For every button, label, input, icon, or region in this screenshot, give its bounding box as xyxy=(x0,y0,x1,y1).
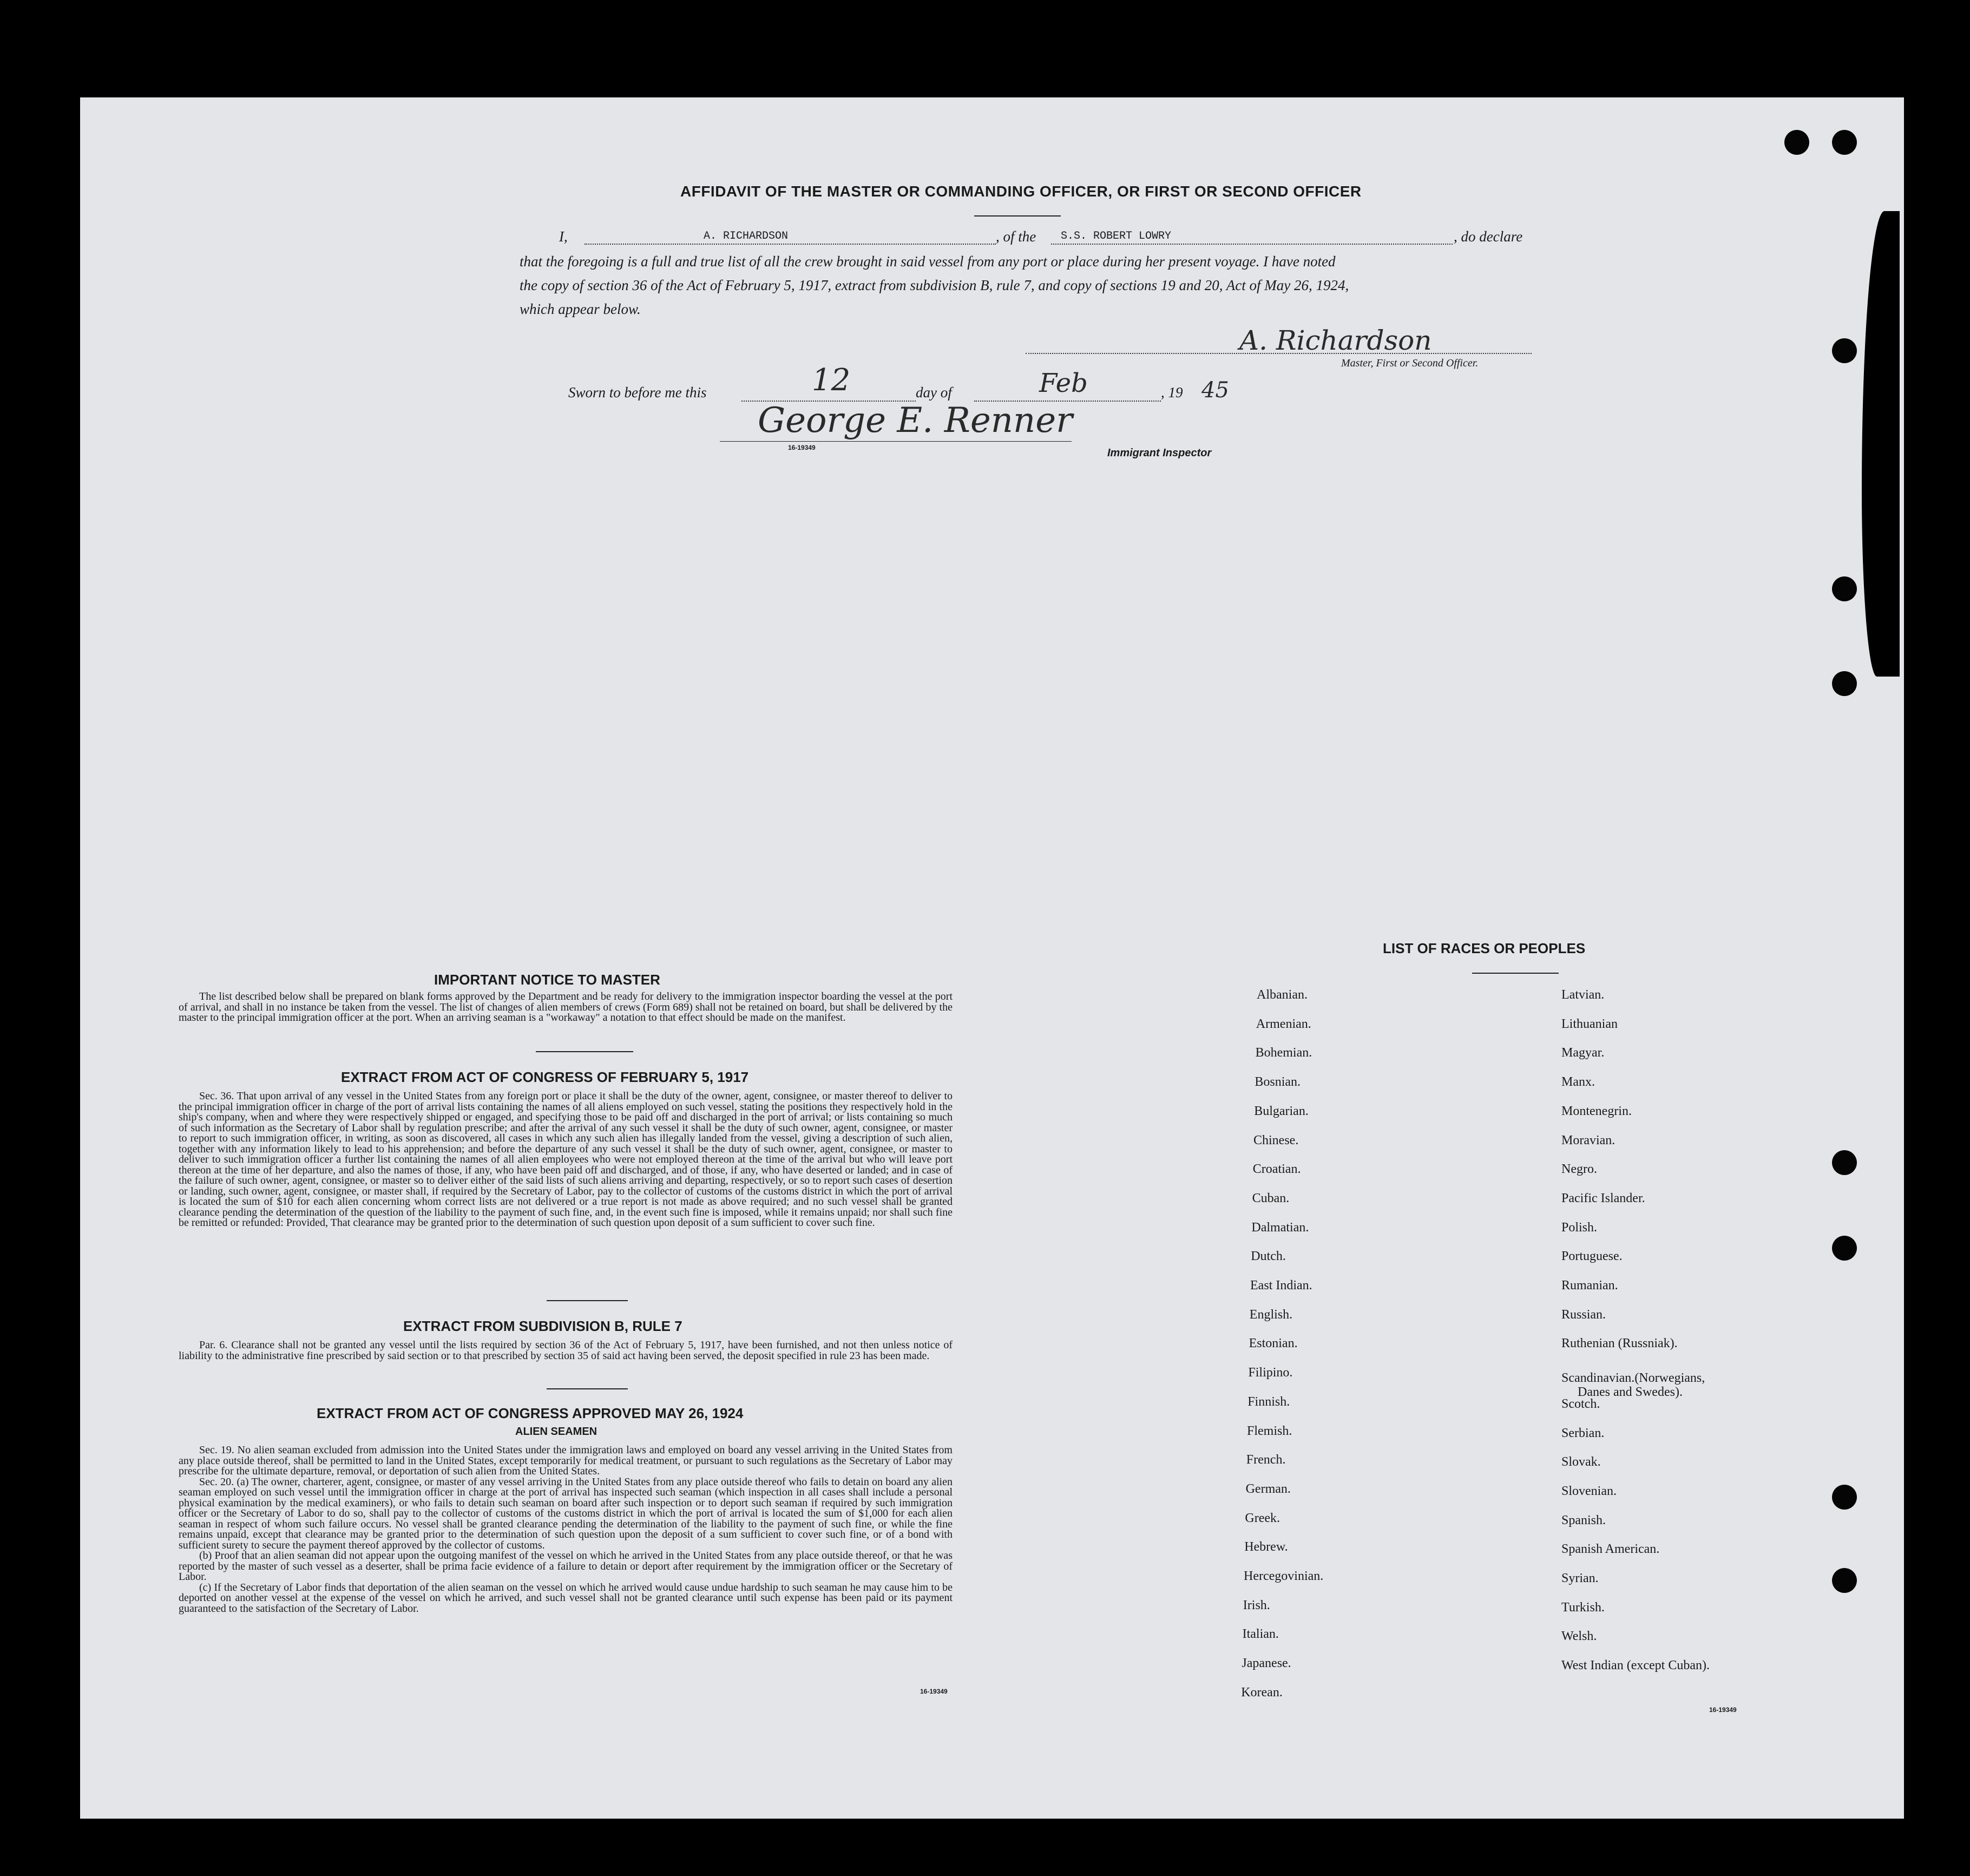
race-item: Ruthenian (Russniak). xyxy=(1561,1336,1678,1351)
divider xyxy=(547,1300,628,1301)
race-item: Danes and Swedes). xyxy=(1578,1385,1683,1400)
race-item: Spanish. xyxy=(1561,1513,1606,1527)
extract-1924-subtitle: ALIEN SEAMEN xyxy=(515,1426,597,1438)
year-prefix: , 19 xyxy=(1161,384,1183,401)
race-item: Scotch. xyxy=(1561,1396,1600,1411)
race-item: Irish. xyxy=(1243,1598,1270,1612)
race-item: Croatian. xyxy=(1252,1162,1301,1177)
divider xyxy=(547,1388,628,1389)
extract-1924-text xyxy=(179,1445,953,1614)
race-item: Serbian. xyxy=(1561,1426,1605,1440)
inspector-caption: Immigrant Inspector xyxy=(1107,447,1212,459)
divider xyxy=(1472,973,1559,974)
binder-hole xyxy=(1832,130,1857,155)
race-item: Hercegovinian. xyxy=(1244,1569,1324,1583)
extract-1917-title: EXTRACT FROM ACT OF CONGRESS OF FEBRUARY 5, 1917 xyxy=(341,1069,749,1085)
race-item: West Indian (except Cuban). xyxy=(1561,1658,1710,1673)
declare-label: , do declare xyxy=(1454,228,1523,245)
race-item: French. xyxy=(1246,1453,1286,1467)
notice-text: The list described below shall be prepared on blank forms approved by the Department and be ready for delivery to the immigration inspector boarding the vessel at the port of arrival, and shall in no instance be taken from the vessel. The list of changes of alien members of crews (Form 689) shall not be retained on board, but shall be delivered by the master to the principal immigration officer at the port. When an arriving seaman is a "workaway" a notation to that effect should be made on the manifest. xyxy=(179,991,953,1024)
affidavit-body-line-3: which appear below. xyxy=(520,301,641,317)
sworn-month: Feb xyxy=(1039,368,1088,398)
sec-20b-text: (b) Proof that an alien seaman did not appear upon the outgoing manifest of the vessel on which he arrived in the United States from any place outside thereof, or that he was reported by the master of such vessel as a deserter, shall be prima facie evidence of a failure to detain or deport after requirement by the immigration officer or the Secretary of Labor. xyxy=(179,1550,953,1583)
form-number-races: 16-19349 xyxy=(1709,1706,1737,1714)
race-item: Slovak. xyxy=(1561,1455,1601,1470)
race-item: Flemish. xyxy=(1247,1424,1292,1438)
extract-1924-title: EXTRACT FROM ACT OF CONGRESS APPROVED MAY 26, 1924 xyxy=(317,1405,744,1421)
race-item: Dalmatian. xyxy=(1251,1220,1309,1235)
form-number-extract: 16-19349 xyxy=(920,1688,948,1695)
signature-line xyxy=(1026,353,1532,354)
extract-rule7-title: EXTRACT FROM SUBDIVISION B, RULE 7 xyxy=(403,1318,682,1334)
race-item: Spanish American. xyxy=(1561,1542,1660,1557)
notice-title: IMPORTANT NOTICE TO MASTER xyxy=(434,972,660,988)
race-item: Armenian. xyxy=(1256,1016,1311,1031)
race-item: Hebrew. xyxy=(1244,1540,1288,1554)
race-item: Latvian. xyxy=(1561,988,1605,1002)
race-item: Filipino. xyxy=(1248,1366,1293,1380)
race-item: Cuban. xyxy=(1252,1191,1290,1205)
race-item: Turkish. xyxy=(1561,1600,1605,1615)
day-of-label: day of xyxy=(916,384,952,401)
form-number-top: 16-19349 xyxy=(788,444,816,451)
race-item: Russian. xyxy=(1561,1307,1606,1322)
binder-hole xyxy=(1832,671,1857,696)
binder-hole xyxy=(1832,1485,1857,1510)
sworn-year: 45 xyxy=(1201,378,1229,403)
sec-20c-text: (c) If the Secretary of Labor finds that deportation of the alien seaman on the vessel on which he arrived would cause undue hardship to such seaman he may cause him to be deported on another vessel at the expense of the vessel on which he arrived, and such vessel shall not be granted clearance until such expense has been paid or its payment guaranteed to the satisfaction of the Secretary of Labor. xyxy=(179,1581,953,1615)
race-item: English. xyxy=(1249,1307,1293,1322)
affidavit-title: AFFIDAVIT OF THE MASTER OR COMMANDING OFFICER, OR FIRST OR SECOND OFFICER xyxy=(680,183,1362,200)
race-item: Lithuanian xyxy=(1561,1016,1618,1031)
race-item: Korean. xyxy=(1241,1685,1283,1700)
affidavit-body-line-2: the copy of section 36 of the Act of February 5, 1917, extract from subdivision B, rule 7, and copy of sections 19 and 20, Act of May 26, 1924, xyxy=(520,277,1349,293)
race-item: Slovenian. xyxy=(1561,1484,1617,1498)
race-item: Estonian. xyxy=(1249,1336,1298,1351)
race-item: Dutch. xyxy=(1251,1249,1286,1264)
inspector-signature: George E. Renner xyxy=(758,401,1073,441)
race-item: Bohemian. xyxy=(1255,1046,1312,1060)
race-item: Japanese. xyxy=(1242,1656,1291,1671)
race-item: Magyar. xyxy=(1561,1046,1605,1060)
extract-1917-text: Sec. 36. That upon arrival of any vessel in the United States from any foreign port or place it shall be the duty of the owner, agent, consignee, or master thereof to deliver to the principal immigration officer in charge of the port of arrival lists containing the names of all aliens employed on such vessel, stating the positions they respectively hold in the ship's company, when and where they were respectively shipped or engaged, and specifying those to be paid off and discharged in the port of arrival; or lists containing so much of such information as the Secretary of Labor shall by regulation prescribe; and after the arrival of any such vessel it shall be the duty of such owner, agent, consignee, or master to report to such immigration officer, in writing, as soon as discovered, all cases in which any such alien has illegally landed from the vessel, giving a description of such alien, together with any information likely to lead to his apprehension; and before the departure of any such vessel it shall be the duty of such owner, agent, consignee, or master to deliver to such immigration officer a further list containing the names of all alien employees who were not employed thereon at the time of the arrival but who will leave port thereon at the time of her departure, and also the names of those, if any, who have been paid off and discharged, and of those, if any, who have deserted or landed; and in case of the failure of such owner, agent, consignee, or master so to deliver either of the said lists of such aliens arriving and departing, respectively, or so to report such cases of desertion or landing, such owner, agent, consignee, or master shall, if required by the Secretary of Labor, pay to the collector of customs of the customs district in which the port of arrival is located the sum of $10 for each alien concerning whom correct lists are not delivered or a true report is not made as above required; and no such vessel shall be granted clearance pending the determination of the question of the liability to the payment of such fine, and, in the event such fine is imposed, while it remains unpaid; nor shall such fine be remitted or refunded: Provided, That clearance may be granted prior to the determination of such question upon deposit of a sum sufficient to cover such fine. xyxy=(179,1090,953,1229)
race-item: Portuguese. xyxy=(1561,1249,1623,1264)
binder-hole xyxy=(1832,1236,1857,1261)
race-item: East Indian. xyxy=(1250,1278,1312,1293)
binder-hole xyxy=(1784,130,1809,155)
race-item: German. xyxy=(1245,1481,1291,1496)
race-item: Welsh. xyxy=(1561,1629,1597,1644)
sworn-day: 12 xyxy=(812,363,851,398)
master-name: A. RICHARDSON xyxy=(704,230,789,242)
sec-19-text: Sec. 19. No alien seaman excluded from admission into the United States under the immigration laws and employed on board any vessel arriving in the United States from any place outside thereof, shall be permitted to land in the United States, except temporarily for medical treatment, or pursuant to such regulations as the Secretary of Labor may prescribe for the ultimate departure, removal, or deportation of such alien from the United States. xyxy=(179,1444,953,1477)
race-item: Finnish. xyxy=(1247,1394,1290,1409)
races-title: LIST OF RACES OR PEOPLES xyxy=(1383,940,1586,956)
race-item: Scandinavian.(Norwegians, xyxy=(1561,1371,1705,1386)
race-item: Negro. xyxy=(1561,1162,1597,1177)
binder-hole xyxy=(1832,1568,1857,1593)
race-item: Greek. xyxy=(1245,1511,1280,1525)
i-label: I, xyxy=(559,228,568,245)
master-signature: A. Richardson xyxy=(1239,325,1432,356)
binder-hole xyxy=(1832,1150,1857,1175)
race-item: Bosnian. xyxy=(1255,1075,1301,1090)
inspector-line xyxy=(720,441,1072,442)
of-the-label: , of the xyxy=(996,228,1036,245)
name-line xyxy=(585,244,996,245)
extract-rule7-text: Par. 6. Clearance shall not be granted any vessel until the lists required by section 36 of the Act of February 5, 1917, have been furnished, and not then unless notice of liability to the administrative fine prescribed by said section or to that prescribed by section 35 of said act having been served, the deposit specified in rule 23 has been made. xyxy=(179,1339,953,1362)
race-item: Manx. xyxy=(1561,1075,1595,1090)
race-item: Chinese. xyxy=(1253,1133,1299,1147)
race-item: Bulgarian. xyxy=(1254,1104,1309,1118)
race-item: Polish. xyxy=(1561,1220,1598,1235)
race-item: Syrian. xyxy=(1561,1571,1599,1585)
sworn-label: Sworn to before me this xyxy=(568,384,707,401)
binder-hole xyxy=(1832,338,1857,363)
vessel-line xyxy=(1051,244,1453,245)
affidavit-body-line-1: that the foregoing is a full and true list of all the crew brought in said vessel from any port or place during her present voyage. I have noted xyxy=(520,253,1336,270)
sec-20a-text: Sec. 20. (a) The owner, charterer, agent, consignee, or master of any vessel arriving in the United States from any place outside thereof who fails to detain on board any alien seaman employed on such vessel until the immigration officer in charge at the port of arrival has inspected such seaman (which inspection in all cases shall include a personal physical examination by the medical examiners), or who fails to detain such seaman on board after such inspection or to deport such seaman if required by such immigration officer or the Secretary of Labor to do so, shall pay to the collector of customs of the customs district in which the port of arrival is located the sum of $1,000 for each alien seaman in respect of whom such failure occurs. No vessel shall be granted clearance pending the determination of the liability to the payment of such fine, or while the fine remains unpaid, except that clearance may be granted prior to the determination of such question upon the deposit of a sum sufficient to cover such fine, or of a bond with sufficient surety to secure the payment thereof approved by the collector of customs. xyxy=(179,1475,953,1551)
race-item: Montenegrin. xyxy=(1561,1104,1632,1118)
divider xyxy=(536,1051,633,1052)
race-item: Italian. xyxy=(1242,1627,1279,1642)
vessel-name: S.S. ROBERT LOWRY xyxy=(1061,230,1172,242)
binder-hole xyxy=(1832,576,1857,601)
race-item: Moravian. xyxy=(1561,1133,1616,1147)
master-caption: Master, First or Second Officer. xyxy=(1341,357,1479,369)
race-item: Pacific Islander. xyxy=(1561,1191,1645,1205)
divider xyxy=(974,215,1061,217)
race-item: Albanian. xyxy=(1257,988,1308,1002)
race-item: Rumanian. xyxy=(1561,1278,1618,1293)
